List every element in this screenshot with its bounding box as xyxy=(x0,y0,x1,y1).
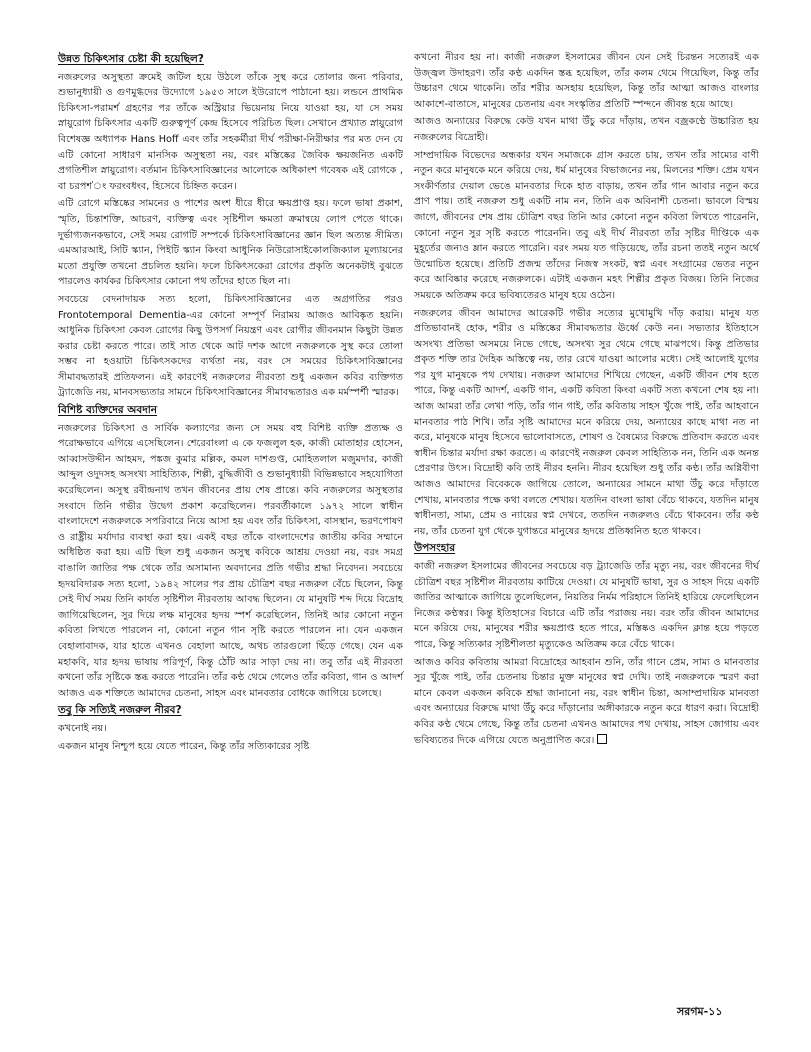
left-column xyxy=(58,50,403,756)
section-heading: উন্নত চিকিৎসার চেষ্টা কী হয়েছিল? xyxy=(58,53,204,65)
paragraph: এটি রোগে মস্তিষ্কের সামনের ও পাশের অংশ ধীরে ধীরে ক্ষয়প্রাপ্ত হয়। ফলে ভাষা প্রকাশ, স্মৃতি, চিন্তাশক্তি, আচরণ, ব্যক্তিত্ব এবং সৃষ্টিশীল ক্ষমতা ক্রমান্বয়ে লোপ পেতে থাকে। দুর্ভাগ্যজনকভাবে, সেই সময় রোগটি সম্পর্কে চিকিৎসাবিজ্ঞানের জ্ঞান ছিল অত্যন্ত সীমিত। এমআরআই, সিটি স্ক্যান, পিইটি স্ক্যান কিংবা আধুনিক নিউরোসাইকোলজিক্যাল মূল্যায়নের মতো প্রযুক্তি তখনো প্রচলিত হয়নি। ফলে চিকিৎসকেরা রোগের প্রকৃতি অনেকটাই বুঝতে পারলেও কার্যকর চিকিৎসার কোনো পথ তাঁদের হাতে ছিল না। xyxy=(58,198,403,288)
end-mark-icon xyxy=(597,734,607,744)
paragraph-text: আজও কবির কবিতায় আমরা বিদ্রোহের আহবান শুনি, তাঁর গানে প্রেম, সাম্য ও মানবতার সুর খুঁজে পাই, তাঁর চেতনায় চিন্তার মুক্ত মানুষের স্বপ্ন দেখি। তাই নজরুলকে স্মরণ করা মানে কেবল একজন কবিকে শ্রদ্ধা জানানো নয়, বরং স্বাধীন চিন্তা, অসাম্প্রদায়িক মানবতা এবং অন্যায়ের বিরুদ্ধে মাথা উঁচু করে দাঁড়ানোর অঙ্গীকারকে নতুন করে ধারণ করা। বিদ্রোহী কবির কণ্ঠ থেমে গেছে, কিন্তু তাঁর চেতনা এখনও আমাদের পথ দেখায়, সাহস জোগায় এবং ভবিষ্যতের দিকে এগিয়ে যেতে অনুপ্রাণিত করে। xyxy=(414,656,759,746)
right-column xyxy=(414,50,759,750)
paragraph: কখনোই নয়। xyxy=(58,722,107,734)
section-heading: উপসংহার xyxy=(414,542,456,555)
paragraph: নজরুলের জীবন আমাদের আরেকটি গভীর সত্যের মুখোমুখি দাঁড় করায়। মানুষ যত প্রতিভাবানই হোক, শরীর ও মস্তিষ্কের সীমাবদ্ধতার ঊর্ধ্বে কেউ নন। সভ্যতার ইতিহাসে অসংখ্য প্রতিভা অসময়ে নিভে গেছে, অসংখ্য সুর থেমে গেছে মাঝপথে। কিন্তু প্রতিভার প্রকৃত শক্তি তার দৈহিক অস্তিত্বে নয়, তার রেখে যাওয়া আলোর মধ্যে। সেই আলোই যুগের পর যুগ মানুষকে পথ দেখায়। নজরুল আমাদের শিখিয়ে গেছেন, একটি জীবন শেষ হতে পারে, কিন্তু একটি আদর্শ, একটি গান, একটি কবিতা কিংবা একটি সত্য কখনো শেষ হয় না। আজ আমরা তাঁর লেখা পড়ি, তাঁর গান গাই, তাঁর কবিতায় সাহস খুঁজে পাই, তাঁর আহবানে মানবতার পাঠ শিখি। তাঁর সৃষ্টি আমাদের মনে করিয়ে দেয়, অন্যায়ের কাছে মাথা নত না করে, মানুষকে মানুষ হিসেবে ভালোবাসতে, শোষণ ও বৈষম্যের বিরুদ্ধে প্রতিবাদ করতে এবং স্বাধীন চিন্তার মর্যাদা রক্ষা করতে। এ কারণেই নজরুল কেবল সাহিত্যিক নন, তিনি এক অনন্ত প্রেরণার উৎস। বিদ্রোহী কবি তাই নীরব হননি। নীরব হয়েছিল শুধু তাঁর কণ্ঠ। তাঁর অগ্নিবীণা আজও আমাদের বিবেককে জাগিয়ে তোলে, অন্যায়ের সামনে মাথা উঁচু করে দাঁড়াতে শেখায়, মানবতার পক্ষে কথা বলতে শেখায়। যতদিন বাংলা ভাষা বেঁচে থাকবে, যতদিন মানুষ স্বাধীনতা, সাম্য, প্রেম ও ন্যায়ের স্বপ্ন দেখবে, ততদিন নজরুলও বেঁচে থাকবেন। তাঁর কণ্ঠ নয়, তাঁর চেতনা যুগ থেকে যুগান্তরে মানুষের হৃদয়ে প্রতিধ্বনিত হতে থাকবে। xyxy=(414,307,759,537)
paragraph: সাম্প্রদায়িক বিভেদের অন্ধকার যখন সমাজকে গ্রাস করতে চায়, তখন তাঁর সাম্যের বাণী নতুন করে মানুষকে মনে করিয়ে দেয়, ধর্ম মানুষের বিভাজনের নয়, মিলনের শক্তি। প্রেম যখন সংকীর্ণতার দেয়াল ভেঙে মানবতার দিকে হাত বাড়ায়, তখন তাঁর গান আবার নতুন করে প্রাণ পায়। তাই নজরুল শুধু একটি নাম নন, তিনি এক অবিনাশী চেতনা। ভাবলে বিস্ময় জাগে, জীবনের শেষ প্রায় চৌত্রিশ বছর তিনি আর কোনো নতুন কবিতা লিখতে পারেননি, কোনো নতুন সুর সৃষ্টি করতে পারেননি। তবু এই দীর্ঘ নীরবতা তাঁর সৃষ্টির দীপ্তিকে এক মুহূর্তের জন্যও ম্লান করতে পারেনি। বরং সময় যত গড়িয়েছে, তাঁর রচনা ততই নতুন অর্থে উন্মোচিত হয়েছে। প্রতিটি প্রজন্ম তাঁদের নিজস্ব সংকট, স্বপ্ন এবং সংগ্রামের ভেতর নতুন করে আবিষ্কার করেছে নজরুলকে। এটাই একজন মহৎ শিল্পীর প্রকৃত বিজয়। তিনি নিজের সময়কে অতিক্রম করে ভবিষ্যতেরও মানুষ হয়ে ওঠেন। xyxy=(414,149,759,301)
paragraph: নজরুলের চিকিৎসা ও সার্বিক কল্যাণের জন্য সে সময় বহু বিশিষ্ট ব্যক্তি প্রত্যক্ষ ও পরোক্ষভাবে এগিয়ে এসেছিলেন। শেরেবাংলা এ কে ফজলুল হক, কাজী মোতাহার হোসেন, আব্বাসউদ্দীন আহমদ, পঙ্কজ কুমার মল্লিক, কমল দাশগুপ্ত, মোহিতলাল মজুমদার, কাজী আব্দুল ওদুদসহ অসংখ্য সাহিত্যিক, শিল্পী, বুদ্ধিজীবী ও শুভানুধ্যায়ী বিভিন্নভাবে সহযোগিতা করেছিলেন। অসুস্থ রবীন্দ্রনাথ তখন জীবনের প্রায় শেষ প্রান্তে। কবি নজরুলের অসুস্থতার সংবাদে তিনি গভীর উদ্বেগ প্রকাশ করেছিলেন। পরবর্তীকালে ১৯৭২ সালে স্বাধীন বাংলাদেশে নজরুলকে সপরিবারে নিয়ে আসা হয় এবং তাঁর চিকিৎসা, বাসস্থান, ভরণপোষণ ও রাষ্ট্রীয় মর্যাদার ব্যবস্থা করা হয়। একই বছর তাঁকে বাংলাদেশের জাতীয় কবির সম্মানে অধিষ্ঠিত করা হয়। এটি ছিল শুধু একজন অসুস্থ কবিকে আশ্রয় দেওয়া নয়, বরং সমগ্র বাঙালি জাতির পক্ষ থেকে তাঁর অসামান্য অবদানের প্রতি গভীর শ্রদ্ধা নিবেদন। সবচেয়ে হৃদয়বিদারক সত্য হলো, ১৯৪২ সালের পর প্রায় চৌত্রিশ বছর নজরুল বেঁচে ছিলেন, কিন্তু সেই দীর্ঘ সময় তিনি কার্যত সৃষ্টিশীল নীরবতায় আবদ্ধ ছিলেন। যে মানুষটি শব্দ দিয়ে বিদ্রোহ জাগিয়েছিলেন, সুর দিয়ে লক্ষ মানুষের হৃদয় স্পর্শ করেছিলেন, তিনিই আর কোনো নতুন কবিতা লিখতে পারলেন না, কোনো নতুন গান সৃষ্টি করতে পারলেন না। যেন একজন বেহালাবাদক, যার হাতে এখনও বেহালা আছে, অথচ তারগুলো ছিঁড়ে গেছে। যেন এক মহাকবি, যার হৃদয় ভাষায় পরিপূর্ণ, কিন্তু ঠোঁট আর সাড়া দেয় না। তবু তাঁর এই নীরবতা কখনো তাঁর সৃষ্টিকে স্তব্ধ করতে পারেনি। তাঁর কণ্ঠ থেমে গেলেও তাঁর কবিতা, গান ও আদর্শ আজও এক শক্তিতে আমাদের চেতনা, সাহস এবং মানবতার বোধকে জাগিয়ে চলেছে। xyxy=(58,422,403,699)
paragraph: কখনো নীরব হয় না। কাজী নজরুল ইসলামের জীবন যেন সেই চিরন্তন সত্যেরই এক উজ্জ্বল উদাহরণ। তাঁর কণ্ঠ একদিন স্তব্ধ হয়েছিল, তাঁর কলম থেমে গিয়েছিল, কিন্তু তাঁর উচ্চারণ থেমে থাকেনি। তাঁর শরীর অসহায় হয়েছিল, কিন্তু তাঁর আত্মা আজও বাংলার আকাশে-বাতাসে, মানুষের চেতনায় এবং সংস্কৃতির প্রতিটি স্পন্দনে জীবন্ত হয়ে আছে। xyxy=(414,52,759,110)
section-heading: বিশিষ্ট ব্যক্তিদের অবদান xyxy=(58,404,158,417)
page-number: সরগম-১১ xyxy=(677,1005,723,1018)
paragraph: সবচেয়ে বেদনাদায়ক সত্য হলো, চিকিৎসাবিজ্ঞানের এত অগ্রগতির পরও Frontotemporal Dementia-এর কোনো সম্পূর্ণ নিরাময় আজও আবিষ্কৃত হয়নি। আধুনিক চিকিৎসা কেবল রোগের কিছু উপসর্গ নিয়ন্ত্রণ এবং রোগীর জীবনমান কিছুটা উন্নত করার চেষ্টা করতে পারে। তাই সাত থেকে আট দশক আগে নজরুলকে সুস্থ করে তোলা সম্ভব না হওয়াটা চিকিৎসকদের ব্যর্থতা নয়, বরং সে সময়ের চিকিৎসাবিজ্ঞানের সীমাবদ্ধতারই প্রতিফলন। এই কারণেই নজরুলের নীরবতা শুধু একজন কবির ব্যক্তিগত ট্র্যাজেডি নয়, মানবসভ্যতার সামনে চিকিৎসাবিজ্ঞানের সীমাবদ্ধতারও এক মর্মস্পর্শী স্মারক। xyxy=(58,293,403,399)
paragraph: আজও অন্যায়ের বিরুদ্ধে কেউ যখন মাথা উঁচু করে দাঁড়ায়, তখন বজ্রকণ্ঠে উচ্চারিত হয় নজরুলের বিদ্রোহী। xyxy=(414,116,759,143)
paragraph: নজরুলের অসুস্থতা ক্রমেই জটিল হয়ে উঠলে তাঁকে সুস্থ করে তোলার জন্য পরিবার, শুভানুধ্যায়ী ও গুণমুগ্ধদের উদ্যোগে ১৯৫৩ সালে ইউরোপে পাঠানো হয়। লন্ডনে প্রাথমিক চিকিৎসা-পরামর্শ গ্রহণের পর তাঁকে অস্ট্রিয়ার ভিয়েনায় নিয়ে যাওয়া হয়, যা সে সময় স্নায়ুরোগ চিকিৎসার একটি গুরুত্বপূর্ণ কেন্দ্র হিসেবে পরিচিত ছিল। সেখানে প্রখ্যাত স্নায়ুরোগ বিশেষজ্ঞ অধ্যাপক Hans Hoff এবং তাঁর সহকর্মীরা দীর্ঘ পরীক্ষা-নিরীক্ষার পর মত দেন যে এটি কোনো সাধারণ মানসিক অসুস্থতা নয়, বরং মস্তিষ্কের জৈবিক ক্ষয়জনিত একটি প্রগতিশীল স্নায়ুরোগ। বর্তমান চিকিৎসাবিজ্ঞানের আলোকে অধিকাংশ গবেষক এই রোগকে , বা চরপশ'ং ফরংবধংব, হিসেবে চিহ্নিত করেন। xyxy=(58,71,403,192)
section-heading: তবু কি সত্যিই নজরুল নীরব? xyxy=(58,704,182,717)
paragraph: কাজী নজরুল ইসলামের জীবনের সবচেয়ে বড় ট্র্যাজেডি তাঁর মৃত্যু নয়, বরং জীবনের দীর্ঘ চৌত্রিশ বছর সৃষ্টিশীল নীরবতায় কাটিয়ে দেওয়া। যে মানুষটি ভাষা, সুর ও সাহস দিয়ে একটি জাতির আত্মাকে জাগিয়ে তুলেছিলেন, নিয়তির নির্মম পরিহাসে তিনিই হারিয়ে ফেলেছিলেন নিজের কণ্ঠস্বর। কিন্তু ইতিহাসের বিচারে এটি তাঁর পরাজয় নয়। বরং তাঁর জীবন আমাদের মনে করিয়ে দেয়, মানুষের শরীর ক্ষয়প্রাপ্ত হতে পারে, মস্তিষ্কও একদিন ক্লান্ত হয়ে পড়তে পারে, কিন্তু সত্যিকার সৃষ্টিশীলতা মৃত্যুকেও অতিক্রম করে বেঁচে থাকে। xyxy=(414,561,759,650)
paragraph: একজন মানুষ নিশ্চুপ হয়ে যেতে পারেন, কিন্তু তাঁর সত্যিকারের সৃষ্টি xyxy=(58,740,310,752)
paragraph xyxy=(414,655,759,749)
